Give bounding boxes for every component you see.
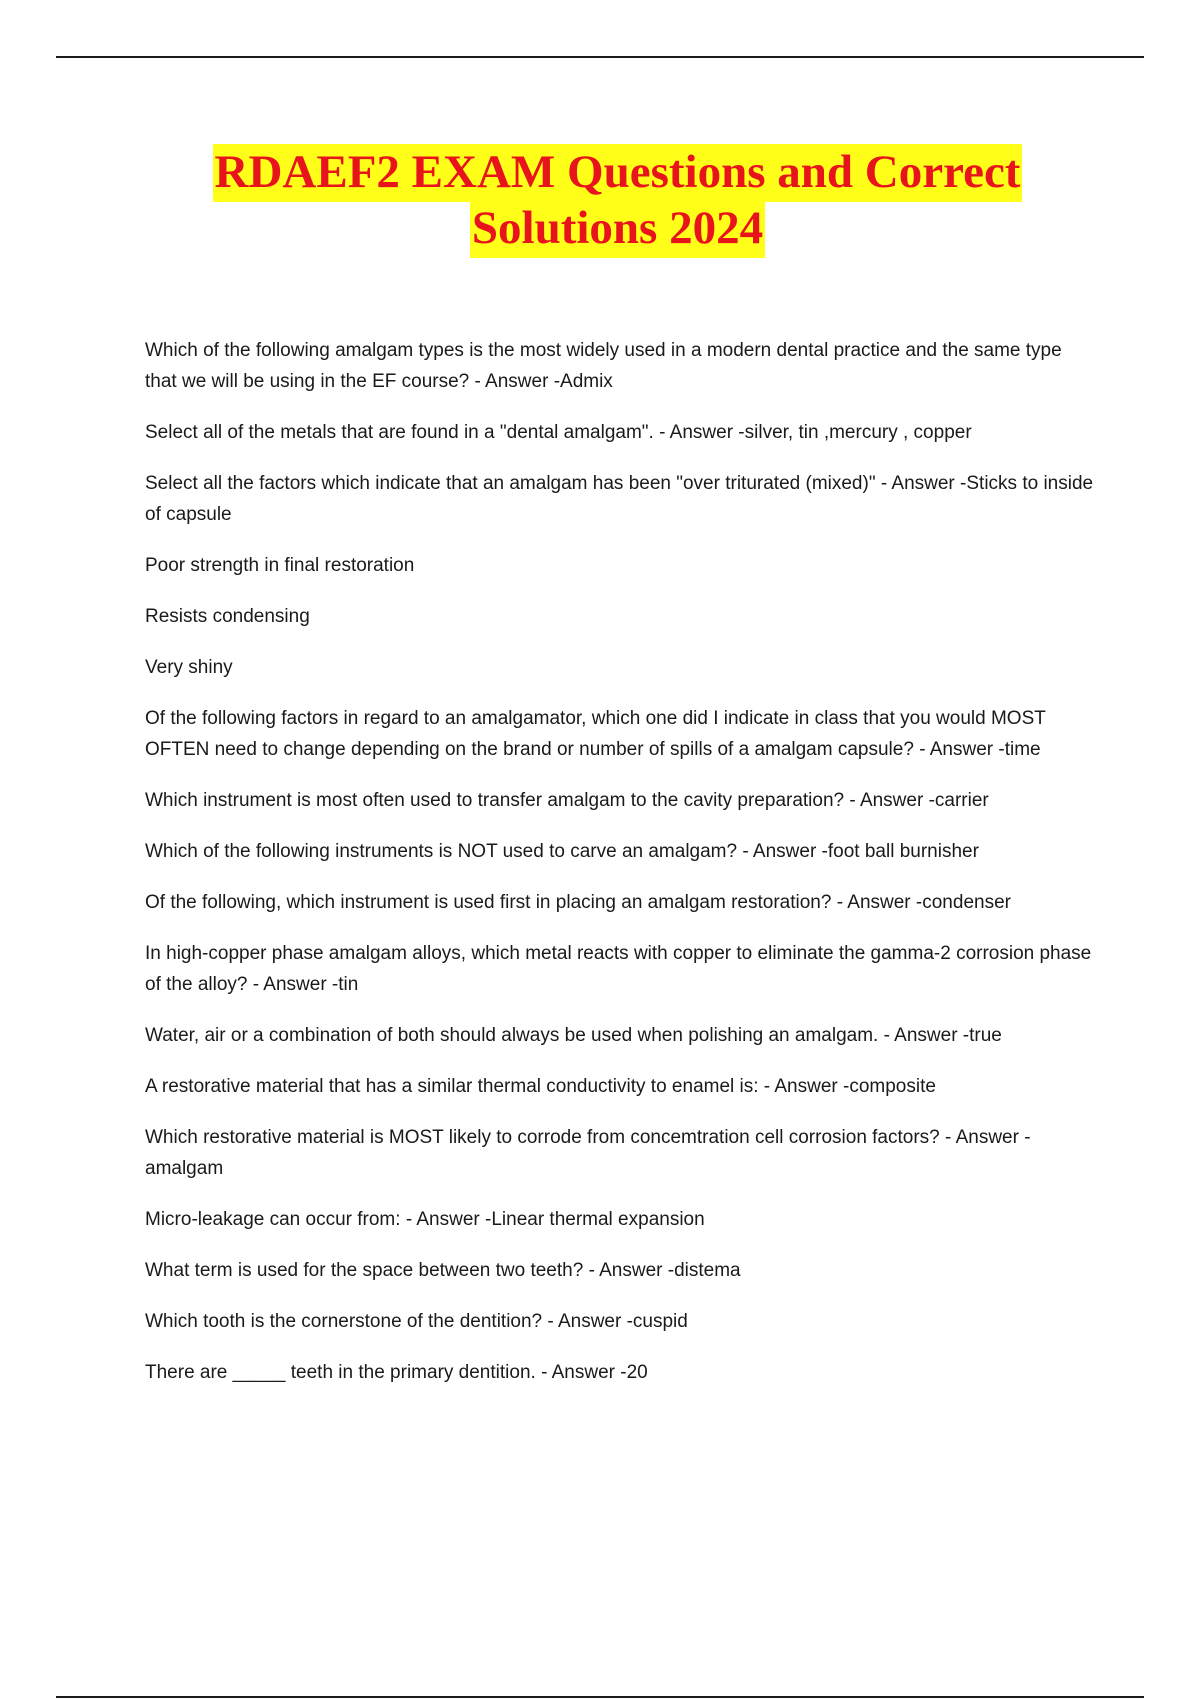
qa-item: Select all of the metals that are found in a "dental amalgam". - Answer -silver, tin ,mercury , copper [145, 422, 972, 443]
qa-item: Micro-leakage can occur from: - Answer -Linear thermal expansion [145, 1209, 705, 1230]
qa-item: Select all the factors which indicate that an amalgam has been "over triturated (mixed)" - Answer -Sticks to inside of capsule [145, 473, 1094, 525]
qa-item: Very shiny [145, 657, 233, 678]
qa-item: Which restorative material is MOST likely to corrode from concemtration cell corrosion factors? - Answer -amalgam [145, 1127, 1031, 1179]
qa-item: Which of the following amalgam types is the most widely used in a modern dental practice and the same type that we will be using in the EF course? - Answer -Admix [145, 340, 1062, 392]
qa-item: What term is used for the space between two teeth? - Answer -distema [145, 1260, 741, 1281]
question-answer-list [145, 335, 1095, 1408]
title-line-2: Solutions 2024 [470, 200, 765, 258]
qa-item: Of the following factors in regard to an amalgamator, which one did I indicate in class that you would MOST OFTEN need to change depending on the brand or number of spills of a amalgam capsule? - Answer -time [145, 708, 1046, 760]
qa-item: Poor strength in final restoration [145, 555, 415, 576]
title-line-1: RDAEF2 EXAM Questions and Correct [213, 144, 1023, 202]
qa-item: Resists condensing [145, 606, 310, 627]
qa-item: A restorative material that has a similar thermal conductivity to enamel is: - Answer -composite [145, 1076, 936, 1097]
bottom-rule [56, 1696, 1144, 1698]
page-title [0, 144, 1200, 256]
qa-item: Of the following, which instrument is used first in placing an amalgam restoration? - Answer -condenser [145, 892, 1011, 913]
qa-item: Water, air or a combination of both should always be used when polishing an amalgam. - Answer -true [145, 1025, 1002, 1046]
top-rule [56, 56, 1144, 58]
qa-item: Which instrument is most often used to transfer amalgam to the cavity preparation? - Answer -carrier [145, 790, 989, 811]
qa-item: There are _____ teeth in the primary dentition. - Answer -20 [145, 1362, 648, 1383]
qa-item: In high-copper phase amalgam alloys, which metal reacts with copper to eliminate the gamma-2 corrosion phase of the alloy? - Answer -tin [145, 943, 1092, 995]
qa-item: Which tooth is the cornerstone of the dentition? - Answer -cuspid [145, 1311, 688, 1332]
qa-item: Which of the following instruments is NOT used to carve an amalgam? - Answer -foot ball burnisher [145, 841, 979, 862]
